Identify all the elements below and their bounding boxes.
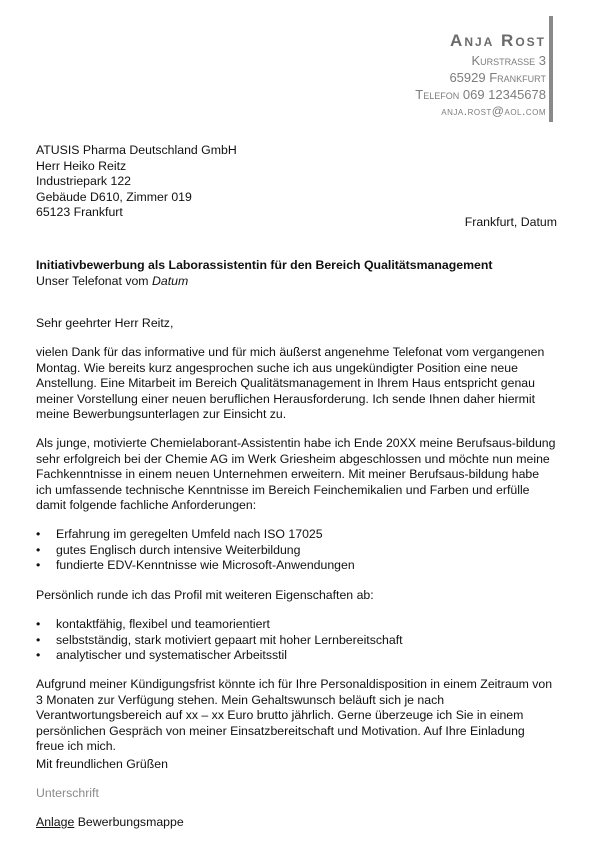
sender-email: anja.rost@aol.com xyxy=(441,104,546,118)
subject-reference xyxy=(36,274,492,290)
list-item: • Erfahrung im geregelten Umfeld nach ISO 17025 xyxy=(36,527,556,542)
salutation: Sehr geehrter Herr Reitz, xyxy=(36,316,174,330)
attachment-line xyxy=(36,815,184,829)
attachment-label: Anlage xyxy=(36,815,75,829)
qualities-list xyxy=(36,617,556,663)
letter-date: Frankfurt, Datum xyxy=(464,215,557,229)
sender-city: 65929 Frankfurt xyxy=(449,70,546,85)
signature-placeholder: Unterschrift xyxy=(36,786,99,800)
recipient-building: Gebäude D610, Zimmer 019 xyxy=(36,189,192,204)
sender-phone: Telefon 069 12345678 xyxy=(415,87,546,102)
paragraph-qualification: Als junge, motivierte Chemielaborant-Assistentin habe ich Ende 20XX meine Berufsaus-bildung sehr erfolgreich bei der Chemie AG im Werk Griesheim abgeschlossen und möchte nun meine Fachkenntnisse in einem neuen Unternehmen erweitern. Mit meiner Berufsaus-bildung habe ich umfassende technische Kenntnisse im Bereich Feinchemikalien und Farben und erfülle damit folgende fachliche Anforderungen: xyxy=(36,436,556,513)
list-item: • kontaktfähig, flexibel und teamorientiert xyxy=(36,617,556,632)
paragraph-personal: Persönlich runde ich das Profil mit weiteren Eigenschaften ab: xyxy=(36,587,374,602)
sender-accent-bar xyxy=(549,16,553,122)
list-item: • selbstständig, stark motiviert gepaart mit hoher Lernbereitschaft xyxy=(36,633,556,648)
attachment-text: Bewerbungsmappe xyxy=(74,815,184,829)
sender-name: Anja Rost xyxy=(450,31,546,50)
paragraph-intro: vielen Dank für das informative und für mich äußerst angenehme Telefonat vom vergangenen Montag. Wie bereits kurz angesprochen suche ich aus ungekündigter Position eine neue Anstellung. Eine Mitarbeit im Bereich Qualitätsmanagement in Ihrem Haus entspricht genau meiner Vorstellung einer neuen beruflichen Herausforderung. Ich sende Ihnen daher hiermit meine Bewerbungsunterlagen zur Einsicht zu. xyxy=(36,345,545,422)
subject-reference-date: Datum xyxy=(151,273,189,288)
recipient-company: ATUSIS Pharma Deutschland GmbH xyxy=(36,143,237,157)
paragraph-availability: Aufgrund meiner Kündigungsfrist könnte ich für Ihre Personaldisposition in einem Zeitraum von 3 Monaten zur Verfügung stehen. Mein Gehaltswunsch beläuft sich je nach Verantwortungsbereich auf xx – xx Euro brutto jährlich. Gerne überzeuge ich Sie in einem persönlichen Gespräch von meiner Einsatzbereitschaft und Motivation. Auf Ihre Einladung freue ich mich. xyxy=(36,677,553,753)
sender-street: Kurstrasse 3 xyxy=(471,53,546,68)
sender-block xyxy=(415,30,546,120)
subject-title: Initiativbewerbung als Laborassistentin für den Bereich Qualitätsmanagement xyxy=(36,258,493,272)
list-item: • gutes Englisch durch intensive Weiterbildung xyxy=(36,543,556,558)
recipient-street: Industriepark 122 xyxy=(36,174,132,188)
recipient-city: 65123 Frankfurt xyxy=(36,205,123,219)
recipient-contact: Herr Heiko Reitz xyxy=(36,158,127,173)
recipient-address xyxy=(36,143,237,221)
letter-body xyxy=(36,316,556,754)
list-item: • analytischer und systematischer Arbeitsstil xyxy=(36,648,556,663)
list-item: • fundierte EDV-Kenntnisse wie Microsoft-Anwendungen xyxy=(36,558,556,573)
subject-reference-prefix: Unser Telefonat vom xyxy=(36,273,152,288)
requirements-list xyxy=(36,527,556,573)
closing-line: Mit freundlichen Grüßen xyxy=(36,757,168,771)
subject-block xyxy=(36,258,492,289)
